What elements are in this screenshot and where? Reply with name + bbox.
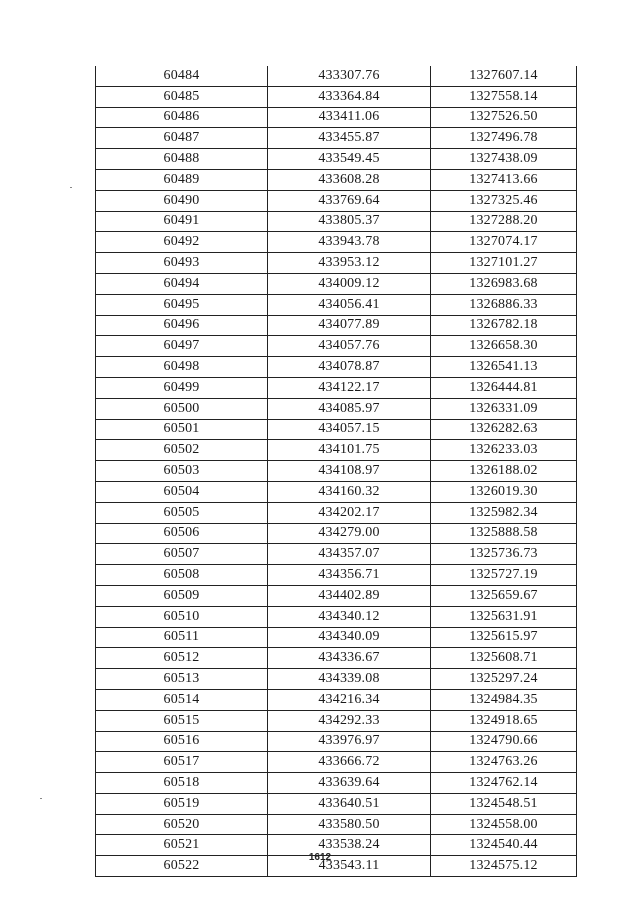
easting-cell: 434160.32 (268, 481, 431, 502)
table-row (96, 315, 577, 336)
easting-cell: 433364.84 (268, 86, 431, 107)
northing-cell: 1324918.65 (431, 710, 577, 731)
northing-cell: 1325888.58 (431, 523, 577, 544)
easting-cell: 434340.12 (268, 606, 431, 627)
point-id-cell: 60521 (96, 835, 268, 856)
table-row (96, 273, 577, 294)
table-row (96, 793, 577, 814)
point-id-cell: 60522 (96, 856, 268, 877)
northing-cell: 1325736.73 (431, 544, 577, 565)
point-id-cell: 60506 (96, 523, 268, 544)
northing-cell: 1326188.02 (431, 461, 577, 482)
table-row (96, 357, 577, 378)
easting-cell: 433805.37 (268, 211, 431, 232)
easting-cell: 433608.28 (268, 169, 431, 190)
northing-cell: 1326541.13 (431, 357, 577, 378)
northing-cell: 1324558.00 (431, 814, 577, 835)
table-row (96, 211, 577, 232)
easting-cell: 434340.09 (268, 627, 431, 648)
easting-cell: 434085.97 (268, 398, 431, 419)
easting-cell: 433538.24 (268, 835, 431, 856)
northing-cell: 1325727.19 (431, 565, 577, 586)
northing-cell: 1327607.14 (431, 66, 577, 86)
northing-cell: 1327558.14 (431, 86, 577, 107)
point-id-cell: 60495 (96, 294, 268, 315)
northing-cell: 1324763.26 (431, 752, 577, 773)
northing-cell: 1325659.67 (431, 585, 577, 606)
easting-cell: 434356.71 (268, 565, 431, 586)
northing-cell: 1327496.78 (431, 128, 577, 149)
point-id-cell: 60518 (96, 773, 268, 794)
northing-cell: 1326233.03 (431, 440, 577, 461)
northing-cell: 1324984.35 (431, 689, 577, 710)
easting-cell: 434202.17 (268, 502, 431, 523)
table-row (96, 731, 577, 752)
northing-cell: 1327101.27 (431, 253, 577, 274)
table-row (96, 149, 577, 170)
point-id-cell: 60496 (96, 315, 268, 336)
northing-cell: 1327074.17 (431, 232, 577, 253)
table-row (96, 336, 577, 357)
northing-cell: 1326282.63 (431, 419, 577, 440)
easting-cell: 433549.45 (268, 149, 431, 170)
point-id-cell: 60486 (96, 107, 268, 128)
easting-cell: 434339.08 (268, 669, 431, 690)
easting-cell: 433640.51 (268, 793, 431, 814)
table-row (96, 565, 577, 586)
table-row (96, 606, 577, 627)
point-id-cell: 60487 (96, 128, 268, 149)
point-id-cell: 60519 (96, 793, 268, 814)
easting-cell: 433639.64 (268, 773, 431, 794)
point-id-cell: 60503 (96, 461, 268, 482)
coordinates-table (95, 66, 577, 877)
point-id-cell: 60502 (96, 440, 268, 461)
point-id-cell: 60500 (96, 398, 268, 419)
point-id-cell: 60490 (96, 190, 268, 211)
northing-cell: 1324548.51 (431, 793, 577, 814)
table-row (96, 294, 577, 315)
point-id-cell: 60497 (96, 336, 268, 357)
table-row (96, 669, 577, 690)
table-row (96, 377, 577, 398)
easting-cell: 433455.87 (268, 128, 431, 149)
easting-cell: 434402.89 (268, 585, 431, 606)
northing-cell: 1326983.68 (431, 273, 577, 294)
table-row (96, 232, 577, 253)
northing-cell: 1325615.97 (431, 627, 577, 648)
point-id-cell: 60509 (96, 585, 268, 606)
point-id-cell: 60514 (96, 689, 268, 710)
point-id-cell: 60484 (96, 66, 268, 86)
point-id-cell: 60510 (96, 606, 268, 627)
table-row (96, 752, 577, 773)
northing-cell: 1325608.71 (431, 648, 577, 669)
table-row (96, 419, 577, 440)
northing-cell: 1326782.18 (431, 315, 577, 336)
northing-cell: 1326019.30 (431, 481, 577, 502)
northing-cell: 1327438.09 (431, 149, 577, 170)
point-id-cell: 60517 (96, 752, 268, 773)
northing-cell: 1326886.33 (431, 294, 577, 315)
point-id-cell: 60516 (96, 731, 268, 752)
easting-cell: 434336.67 (268, 648, 431, 669)
coordinates-table-body (96, 66, 577, 877)
easting-cell: 434078.87 (268, 357, 431, 378)
table-row (96, 502, 577, 523)
easting-cell: 434357.07 (268, 544, 431, 565)
easting-cell: 434057.76 (268, 336, 431, 357)
point-id-cell: 60499 (96, 377, 268, 398)
easting-cell: 433666.72 (268, 752, 431, 773)
point-id-cell: 60492 (96, 232, 268, 253)
table-row (96, 398, 577, 419)
easting-cell: 434077.89 (268, 315, 431, 336)
point-id-cell: 60508 (96, 565, 268, 586)
table-row (96, 585, 577, 606)
easting-cell: 433580.50 (268, 814, 431, 835)
easting-cell: 433307.76 (268, 66, 431, 86)
table-row (96, 169, 577, 190)
point-id-cell: 60491 (96, 211, 268, 232)
point-id-cell: 60520 (96, 814, 268, 835)
point-id-cell: 60493 (96, 253, 268, 274)
table-row (96, 461, 577, 482)
table-row (96, 86, 577, 107)
scan-speck (40, 798, 42, 799)
table-row (96, 648, 577, 669)
northing-cell: 1327526.50 (431, 107, 577, 128)
table-row (96, 773, 577, 794)
northing-cell: 1326444.81 (431, 377, 577, 398)
easting-cell: 433411.06 (268, 107, 431, 128)
table-row (96, 814, 577, 835)
northing-cell: 1326331.09 (431, 398, 577, 419)
easting-cell: 434057.15 (268, 419, 431, 440)
point-id-cell: 60505 (96, 502, 268, 523)
northing-cell: 1324790.66 (431, 731, 577, 752)
northing-cell: 1325982.34 (431, 502, 577, 523)
table-row (96, 107, 577, 128)
table-row (96, 523, 577, 544)
northing-cell: 1327413.66 (431, 169, 577, 190)
northing-cell: 1325631.91 (431, 606, 577, 627)
northing-cell: 1326658.30 (431, 336, 577, 357)
table-row (96, 627, 577, 648)
table-row (96, 440, 577, 461)
table-row (96, 710, 577, 731)
point-id-cell: 60488 (96, 149, 268, 170)
point-id-cell: 60485 (96, 86, 268, 107)
point-id-cell: 60494 (96, 273, 268, 294)
point-id-cell: 60507 (96, 544, 268, 565)
easting-cell: 434056.41 (268, 294, 431, 315)
point-id-cell: 60513 (96, 669, 268, 690)
table-row (96, 190, 577, 211)
easting-cell: 434009.12 (268, 273, 431, 294)
point-id-cell: 60512 (96, 648, 268, 669)
easting-cell: 434279.00 (268, 523, 431, 544)
northing-cell: 1324540.44 (431, 835, 577, 856)
easting-cell: 433543.11 (268, 856, 431, 877)
northing-cell: 1324575.12 (431, 856, 577, 877)
easting-cell: 433769.64 (268, 190, 431, 211)
easting-cell: 434101.75 (268, 440, 431, 461)
table-row (96, 253, 577, 274)
easting-cell: 434216.34 (268, 689, 431, 710)
easting-cell: 433976.97 (268, 731, 431, 752)
point-id-cell: 60511 (96, 627, 268, 648)
page-number: 1612 (308, 852, 332, 863)
northing-cell: 1327288.20 (431, 211, 577, 232)
easting-cell: 434108.97 (268, 461, 431, 482)
point-id-cell: 60498 (96, 357, 268, 378)
table-row (96, 128, 577, 149)
table-row (96, 689, 577, 710)
northing-cell: 1325297.24 (431, 669, 577, 690)
easting-cell: 434122.17 (268, 377, 431, 398)
easting-cell: 433953.12 (268, 253, 431, 274)
northing-cell: 1327325.46 (431, 190, 577, 211)
point-id-cell: 60504 (96, 481, 268, 502)
easting-cell: 434292.33 (268, 710, 431, 731)
table-row (96, 481, 577, 502)
table-row (96, 66, 577, 86)
scan-speck (70, 187, 72, 188)
point-id-cell: 60515 (96, 710, 268, 731)
point-id-cell: 60489 (96, 169, 268, 190)
point-id-cell: 60501 (96, 419, 268, 440)
table-row (96, 544, 577, 565)
northing-cell: 1324762.14 (431, 773, 577, 794)
easting-cell: 433943.78 (268, 232, 431, 253)
